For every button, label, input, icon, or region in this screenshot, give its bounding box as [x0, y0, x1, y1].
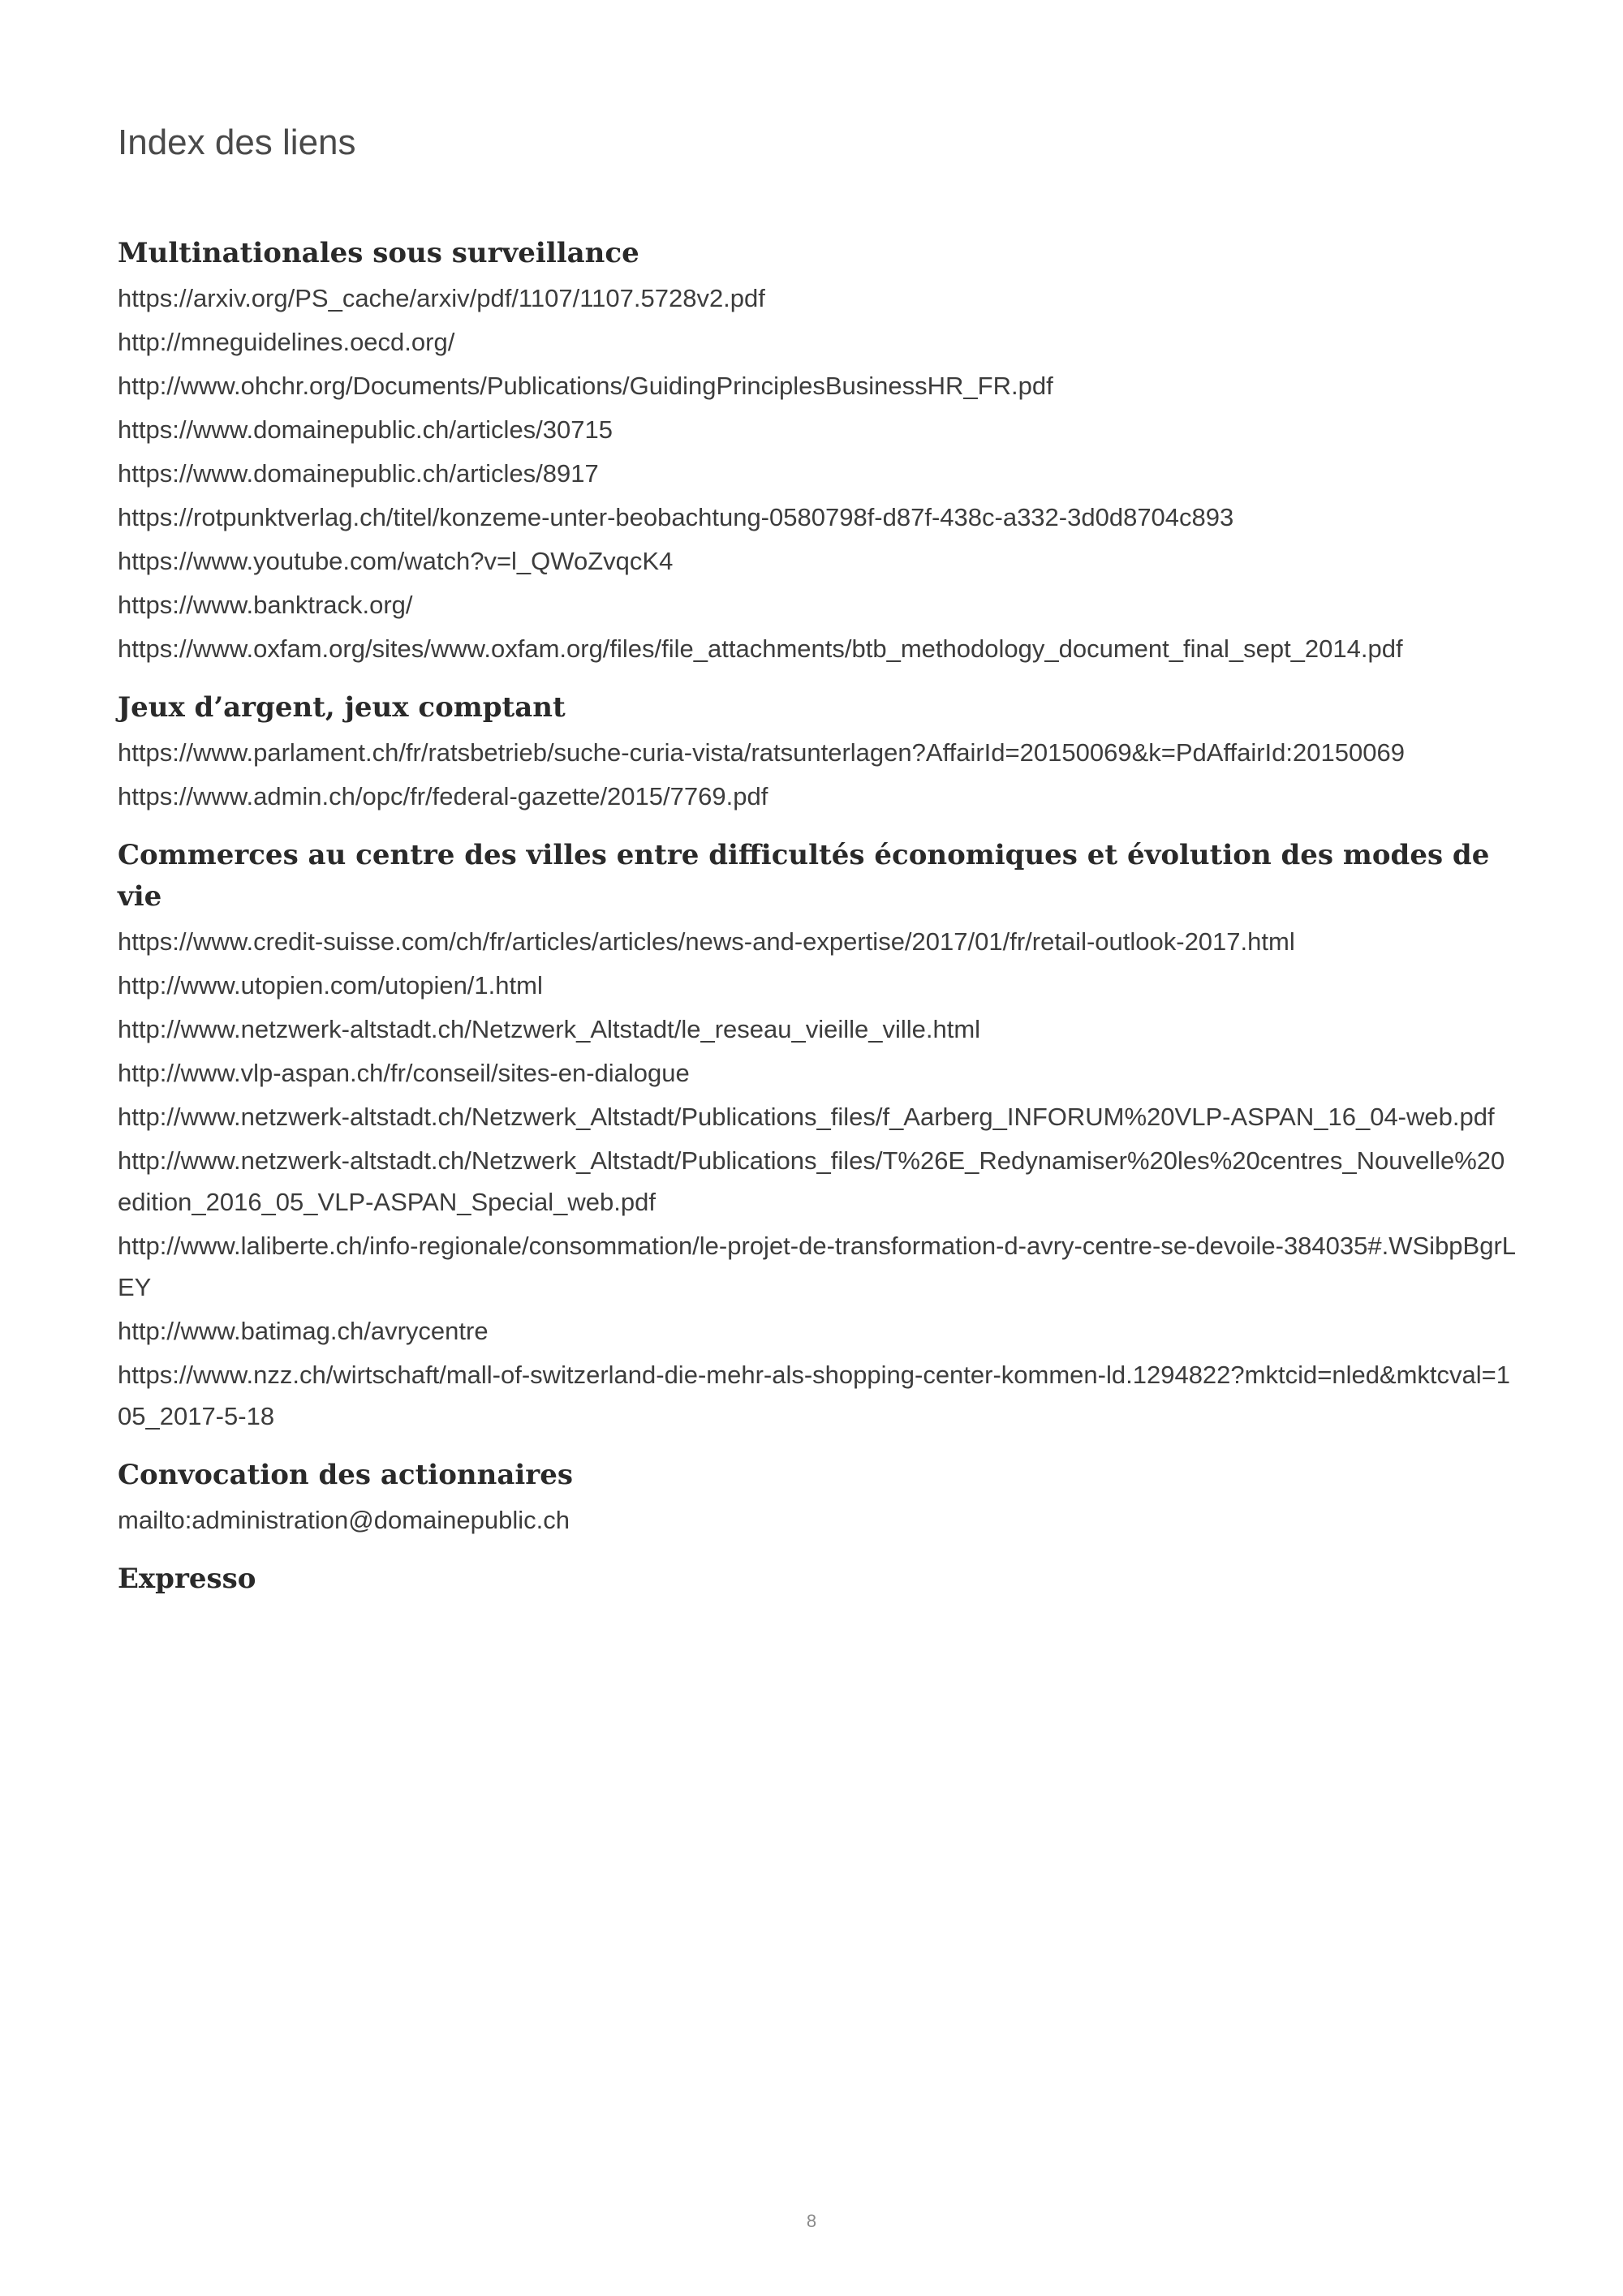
- link-item[interactable]: http://www.laliberte.ch/info-regionale/consommation/le-projet-de-transformation-d-avry-centre-se-devoile-384035#.WSibpBgrLEY: [118, 1231, 1517, 1301]
- link-item[interactable]: http://www.ohchr.org/Documents/Publications/GuidingPrinciplesBusinessHR_FR.pdf: [118, 371, 1053, 400]
- link-item[interactable]: https://www.parlament.ch/fr/ratsbetrieb/suche-curia-vista/ratsunterlagen?AffairId=20150069&k=PdAffairId:20150069: [118, 737, 1405, 767]
- link-item[interactable]: https://www.admin.ch/opc/fr/federal-gazette/2015/7769.pdf: [118, 781, 768, 810]
- link-item[interactable]: https://rotpunktverlag.ch/titel/konzeme-unter-beobachtung-0580798f-d87f-438c-a332-3d0d8704c893: [118, 502, 1234, 531]
- link-item[interactable]: https://www.domainepublic.ch/articles/30715: [118, 415, 613, 444]
- link-item[interactable]: https://www.nzz.ch/wirtschaft/mall-of-switzerland-die-mehr-als-shopping-center-kommen-ld.1294822?mktcid=nled&mktcval=105_2017-5-18: [118, 1360, 1511, 1430]
- link-section: [118, 1455, 1518, 1541]
- link-section: [118, 233, 1518, 669]
- link-item[interactable]: https://arxiv.org/PS_cache/arxiv/pdf/1107/1107.5728v2.pdf: [118, 283, 765, 312]
- page-number: 8: [806, 2211, 817, 2231]
- link-item[interactable]: http://www.netzwerk-altstadt.ch/Netzwerk_Altstadt/le_reseau_vieille_ville.html: [118, 1014, 981, 1043]
- link-item[interactable]: http://www.utopien.com/utopien/1.html: [118, 970, 543, 1000]
- link-list: [118, 921, 1518, 1437]
- link-item[interactable]: https://www.oxfam.org/sites/www.oxfam.org/files/file_attachments/btb_methodology_document_final_sept_2014.pdf: [118, 634, 1403, 663]
- page-title: Index des liens: [118, 123, 356, 162]
- link-item[interactable]: https://www.credit-suisse.com/ch/fr/articles/articles/news-and-expertise/2017/01/fr/retail-outlook-2017.html: [118, 927, 1295, 956]
- section-title: Jeux d’argent, jeux comptant: [118, 690, 566, 724]
- link-item[interactable]: http://www.batimag.ch/avrycentre: [118, 1316, 489, 1345]
- link-item[interactable]: https://www.youtube.com/watch?v=l_QWoZvqcK4: [118, 546, 674, 575]
- link-item[interactable]: http://www.netzwerk-altstadt.ch/Netzwerk_Altstadt/Publications_files/T%26E_Redynamiser%20les%20centres_Nouvelle%20edition_2016_05_VLP-ASPAN_Special_web.pdf: [118, 1146, 1505, 1216]
- section-title: Expresso: [118, 1562, 256, 1595]
- link-section: [118, 1559, 1518, 1600]
- section-title: Convocation des actionnaires: [118, 1458, 573, 1491]
- link-list: [118, 277, 1518, 669]
- section-title: Multinationales sous surveillance: [118, 236, 639, 269]
- link-item[interactable]: https://www.domainepublic.ch/articles/8917: [118, 458, 599, 488]
- link-item[interactable]: http://www.vlp-aspan.ch/fr/conseil/sites-en-dialogue: [118, 1058, 690, 1087]
- section-title: Commerces au centre des villes entre difficultés économiques et évolution des modes de vie: [118, 838, 1490, 913]
- link-item[interactable]: mailto:administration@domainepublic.ch: [118, 1505, 570, 1534]
- link-section: [118, 835, 1518, 1437]
- link-item[interactable]: http://mneguidelines.oecd.org/: [118, 327, 455, 356]
- document-page: [118, 122, 1518, 1618]
- link-section: [118, 687, 1518, 817]
- link-item[interactable]: http://www.netzwerk-altstadt.ch/Netzwerk_Altstadt/Publications_files/f_Aarberg_INFORUM%20VLP-ASPAN_16_04-web.pdf: [118, 1102, 1495, 1131]
- link-item[interactable]: https://www.banktrack.org/: [118, 590, 413, 619]
- link-list: [118, 1499, 1518, 1541]
- link-list: [118, 732, 1518, 817]
